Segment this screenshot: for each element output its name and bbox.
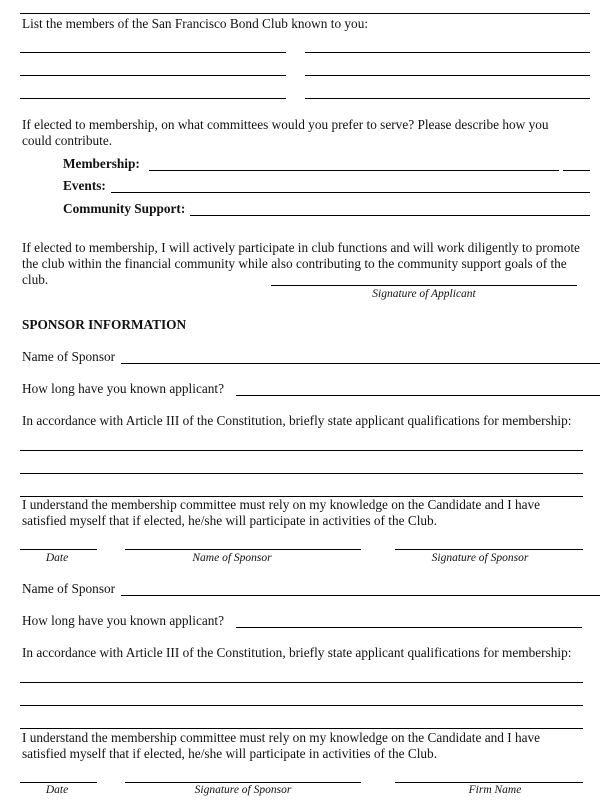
membership-field-extra[interactable]: [563, 170, 590, 171]
community-support-label: Community Support:: [63, 201, 186, 216]
sponsor-section-heading: SPONSOR INFORMATION: [22, 317, 187, 332]
pledge-line1: If elected to membership, I will actively participate in club functions and will work diligently to promote: [22, 240, 580, 255]
sponsor2-qualifications-label: In accordance with Article III of the Constitution, briefly state applicant qualifications for membership:: [22, 645, 572, 660]
sponsor1-name-field[interactable]: [121, 363, 600, 364]
sponsor1-name-caption: Name of Sponsor: [192, 552, 272, 564]
sponsor2-firm-caption: Firm Name: [468, 784, 522, 796]
sponsor2-qualifications-field-2[interactable]: [20, 705, 583, 706]
sponsor1-date-caption: Date: [45, 552, 69, 564]
sponsor2-qualifications-field-1[interactable]: [20, 682, 583, 683]
sponsor2-known-label: How long have you known applicant?: [22, 613, 224, 628]
sponsor1-date-field[interactable]: [20, 549, 97, 550]
sponsor1-signature-field[interactable]: [395, 549, 583, 550]
sponsor1-qualifications-label: In accordance with Article III of the Constitution, briefly state applicant qualifications for membership:: [22, 413, 572, 428]
sponsor1-statement-line2: satisfied myself that if elected, he/she will participate in activities of the Club.: [22, 513, 438, 528]
membership-field[interactable]: [149, 170, 559, 171]
members-prompt: List the members of the San Francisco Bond Club known to you:: [22, 16, 369, 31]
events-field[interactable]: [111, 192, 590, 193]
membership-label: Membership:: [63, 156, 140, 171]
top-rule: [20, 13, 590, 14]
sponsor2-name-label: Name of Sponsor: [22, 581, 116, 596]
sponsor2-name-field[interactable]: [121, 595, 600, 596]
sponsor2-signature-field[interactable]: [125, 782, 361, 783]
sponsor2-signature-caption: Signature of Sponsor: [194, 784, 292, 796]
committees-question-line1: If elected to membership, on what committees would you prefer to serve? Please describe how you: [22, 117, 549, 132]
sponsor1-known-label: How long have you known applicant?: [22, 381, 224, 396]
applicant-signature-field[interactable]: [271, 285, 577, 286]
sponsor2-date-field[interactable]: [20, 782, 97, 783]
member-field-2b[interactable]: [305, 75, 590, 76]
sponsor2-statement-line1: I understand the membership committee must rely on my knowledge on the Candidate and I have: [22, 730, 541, 745]
sponsor1-name-label: Name of Sponsor: [22, 349, 116, 364]
pledge-line3: club.: [22, 272, 49, 287]
member-field-3a[interactable]: [20, 98, 286, 99]
sponsor2-qualifications-field-3[interactable]: [20, 728, 583, 729]
committees-question-line2: could contribute.: [22, 133, 113, 148]
pledge-line2: the club within the financial community while also contributing to the community support goals of the: [22, 256, 567, 271]
member-field-3b[interactable]: [305, 98, 590, 99]
sponsor1-known-field[interactable]: [236, 395, 600, 396]
member-field-2a[interactable]: [20, 75, 286, 76]
sponsor1-statement-line1: I understand the membership committee must rely on my knowledge on the Candidate and I have: [22, 497, 541, 512]
applicant-signature-caption: Signature of Applicant: [372, 288, 476, 300]
sponsor1-qualifications-field-2[interactable]: [20, 473, 583, 474]
sponsor2-firm-field[interactable]: [395, 782, 583, 783]
sponsor2-known-field[interactable]: [236, 627, 582, 628]
member-field-1b[interactable]: [305, 52, 590, 53]
events-label: Events:: [63, 178, 106, 193]
community-support-field[interactable]: [190, 215, 590, 216]
sponsor1-name-sign-field[interactable]: [125, 549, 361, 550]
sponsor1-qualifications-field-1[interactable]: [20, 450, 583, 451]
sponsor1-signature-caption: Signature of Sponsor: [431, 552, 529, 564]
sponsor2-statement-line2: satisfied myself that if elected, he/she will participate in activities of the Club.: [22, 746, 438, 761]
sponsor2-date-caption: Date: [45, 784, 69, 796]
member-field-1a[interactable]: [20, 52, 286, 53]
